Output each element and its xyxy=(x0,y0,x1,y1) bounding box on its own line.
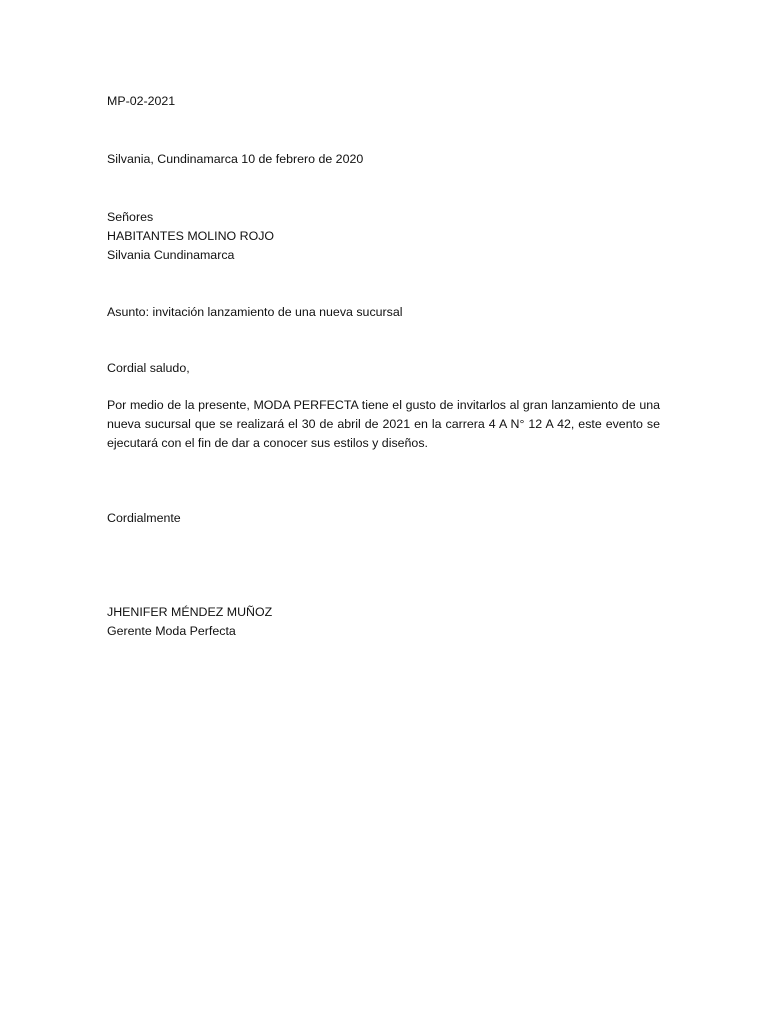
body-line: ejecutará con el fin de dar a conocer sus estilos y diseños. xyxy=(107,436,428,450)
subject-line: Asunto: invitación lanzamiento de una nueva sucursal xyxy=(107,305,403,319)
reference-code: MP-02-2021 xyxy=(107,94,176,108)
body-line: nueva sucursal que se realizará el 30 de abril de 2021 en la carrera 4 A N° 12 A 42, este evento se xyxy=(107,417,660,431)
greeting: Cordial saludo, xyxy=(107,361,190,375)
closing: Cordialmente xyxy=(107,511,181,525)
signature-name: JHENIFER MÉNDEZ MUÑOZ xyxy=(107,605,273,619)
body-paragraph xyxy=(107,396,660,453)
place-date: Silvania, Cundinamarca 10 de febrero de 2020 xyxy=(107,152,364,166)
body-line: Por medio de la presente, MODA PERFECTA tiene el gusto de invitarlos al gran lanzamiento de una xyxy=(107,398,660,412)
recipient-name: HABITANTES MOLINO ROJO xyxy=(107,229,275,243)
recipient-salutation-title: Señores xyxy=(107,210,154,224)
recipient-location: Silvania Cundinamarca xyxy=(107,248,235,262)
signature-title: Gerente Moda Perfecta xyxy=(107,624,236,638)
